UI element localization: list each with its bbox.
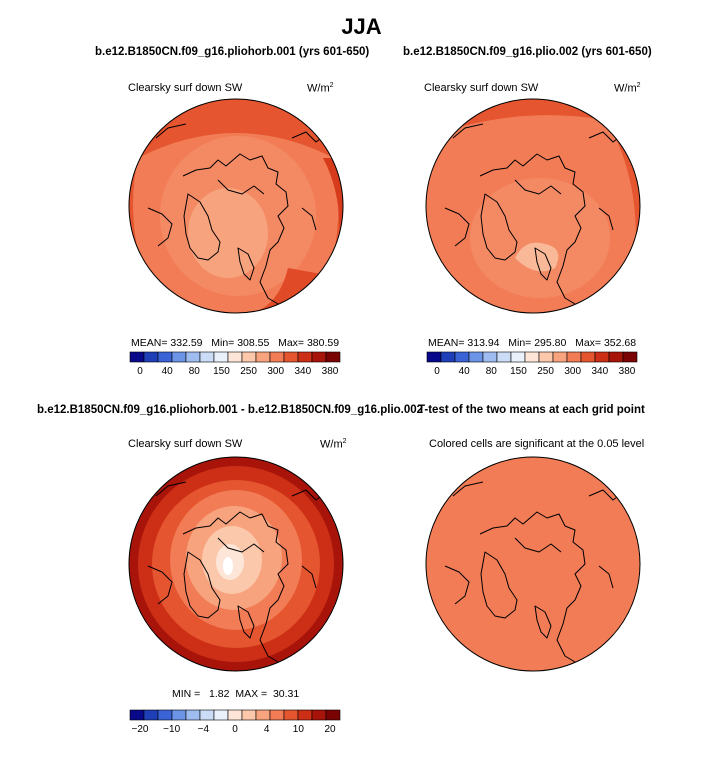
panel1-title: b.e12.B1850CN.f09_g16.pliohorb.001 (yrs 601-650) (95, 46, 370, 58)
colorbar-swatch (242, 352, 256, 362)
colorbar-swatch (144, 352, 158, 362)
colorbar-tick-label: 40 (161, 366, 173, 377)
colorbar-tick-label: 0 (434, 366, 440, 377)
colorbar-swatch (158, 352, 172, 362)
colorbar-tick-label: −4 (197, 724, 210, 735)
colorbar-swatch (228, 352, 242, 362)
colorbar-swatch (595, 352, 609, 362)
colorbar-swatch (511, 352, 525, 362)
colorbar-swatch (228, 710, 242, 720)
colorbar-tick-label: 80 (485, 366, 497, 377)
colorbar-tick-label: 250 (240, 366, 257, 377)
colorbar-swatch (525, 352, 539, 362)
colorbar-tick-label: 4 (263, 724, 270, 735)
colorbar-swatch (270, 710, 284, 720)
colorbar-swatch (214, 352, 228, 362)
colorbar-swatch (256, 352, 270, 362)
colorbar-swatch (158, 710, 172, 720)
colorbar-tick-label: 80 (188, 366, 200, 377)
colorbar-swatch (214, 710, 228, 720)
colorbar-swatch (326, 352, 340, 362)
figure-title: JJA (341, 14, 382, 39)
panel4-polar-map (425, 456, 641, 672)
panel2-units: $W/m^2$ (614, 82, 641, 95)
colorbar-swatch (144, 710, 158, 720)
panel3-units: $W/m^2$ (320, 438, 347, 451)
panel3-variable: Clearsky surf down SW (128, 438, 243, 450)
panel3-polar-map (128, 456, 344, 672)
panel1-colorbar (130, 350, 342, 390)
panel2-polar-map (425, 98, 641, 314)
colorbar-swatch (284, 710, 298, 720)
colorbar-tick-label: 20 (324, 724, 336, 735)
colorbar-swatch (567, 352, 581, 362)
colorbar-swatch (172, 352, 186, 362)
colorbar-tick-label: 300 (267, 366, 285, 377)
colorbar-tick-label: 300 (564, 366, 582, 377)
panel1-variable: Clearsky surf down SW (128, 82, 243, 94)
colorbar-tick-label: 150 (213, 366, 230, 377)
colorbar-swatch (609, 352, 623, 362)
colorbar-tick-label: 10 (292, 724, 304, 735)
colorbar-swatch (312, 710, 326, 720)
colorbar-tick-label: 340 (294, 366, 312, 377)
colorbar-tick-label: 340 (591, 366, 609, 377)
colorbar-swatch (200, 352, 214, 362)
colorbar-tick-label: 150 (510, 366, 527, 377)
panel2-colorbar (427, 350, 639, 390)
colorbar-swatch (242, 710, 256, 720)
panel2-variable: Clearsky surf down SW (424, 82, 539, 94)
colorbar-tick-label: 0 (137, 366, 143, 377)
colorbar-tick-label: 250 (537, 366, 554, 377)
colorbar-swatch (200, 710, 214, 720)
colorbar-tick-label: 0 (232, 724, 238, 735)
colorbar-swatch (298, 352, 312, 362)
panel4-title: T-test of the two means at each grid point (418, 404, 645, 416)
colorbar-swatch (497, 352, 511, 362)
colorbar-swatch (256, 710, 270, 720)
panel1-stats: MEAN= 332.59 Min= 308.55 Max= 380.59 (131, 337, 340, 349)
colorbar-swatch (130, 710, 144, 720)
colorbar-swatch (284, 352, 298, 362)
colorbar-swatch (186, 710, 200, 720)
colorbar-swatch (483, 352, 497, 362)
panel3-title: b.e12.B1850CN.f09_g16.pliohorb.001 - b.e12.B1850CN.f09_g16.plio.002 (37, 404, 424, 416)
colorbar-tick-label: −20 (131, 724, 149, 735)
colorbar-swatch (186, 352, 200, 362)
colorbar-tick-label: 40 (458, 366, 470, 377)
colorbar-swatch (441, 352, 455, 362)
panel3-stats: MIN = 1.82 MAX = 30.31 (172, 688, 300, 700)
colorbar-swatch (469, 352, 483, 362)
panel2-stats: MEAN= 313.94 Min= 295.80 Max= 352.68 (428, 337, 637, 349)
colorbar-swatch (581, 352, 595, 362)
colorbar-swatch (130, 352, 144, 362)
colorbar-tick-label: 380 (321, 366, 339, 377)
colorbar-swatch (172, 710, 186, 720)
colorbar-swatch (539, 352, 553, 362)
panel1-polar-map (128, 98, 344, 314)
panel4-subtitle: Colored cells are significant at the 0.05 level (429, 438, 645, 450)
colorbar-tick-label: −10 (163, 724, 181, 735)
colorbar-swatch (553, 352, 567, 362)
colorbar-swatch (326, 710, 340, 720)
colorbar-tick-label: 380 (618, 366, 636, 377)
colorbar-swatch (427, 352, 441, 362)
colorbar-swatch (623, 352, 637, 362)
panel3-colorbar (130, 708, 342, 748)
colorbar-swatch (312, 352, 326, 362)
colorbar-swatch (270, 352, 284, 362)
panel1-units: $W/m^2$ (307, 82, 334, 95)
colorbar-swatch (298, 710, 312, 720)
panel2-title: b.e12.B1850CN.f09_g16.plio.002 (yrs 601-650) (403, 46, 652, 58)
colorbar-swatch (455, 352, 469, 362)
